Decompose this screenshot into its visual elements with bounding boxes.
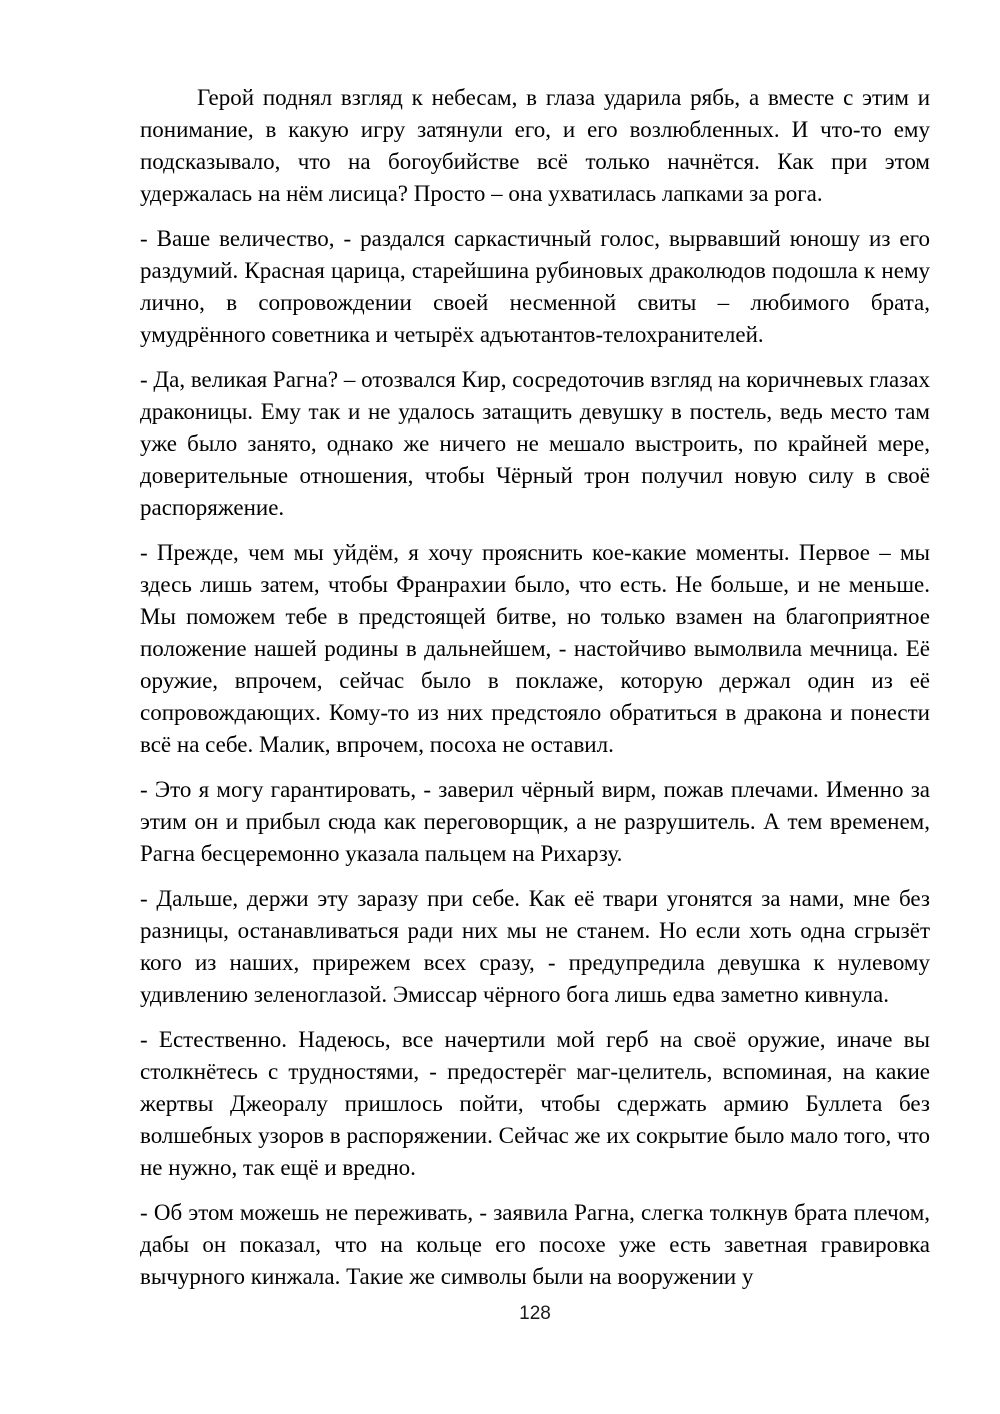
text-content [140,82,930,1306]
paragraph: - Это я могу гарантировать, - заверил чёрный вирм, пожав плечами. Именно за этим он и прибыл сюда как переговорщик, а не разрушитель. А тем временем, Рагна бесцеремонно указала пальцем на Рихарзу. [140,777,930,866]
paragraph: - Прежде, чем мы уйдём, я хочу прояснить кое-какие моменты. Первое – мы здесь лишь затем, чтобы Франрахии было, что есть. Не больше, и не меньше. Мы поможем тебе в предстоящей битве, но только взамен на благоприятное положение нашей родины в дальнейшем, - настойчиво вымолвила мечница. Её оружие, впрочем, сейчас было в поклаже, которую держал один из её сопровождающих. Кому-то из них предстояло обратиться в дракона и понести всё на себе. Малик, впрочем, посоха не оставил. [140,540,930,757]
paragraph: - Естественно. Надеюсь, все начертили мой герб на своё оружие, иначе вы столкнётесь с трудностями, - предостерёг маг-целитель, вспоминая, на какие жертвы Джеоралу пришлось пойти, чтобы сдержать армию Буллета без волшебных узоров в распоряжении. Сейчас же их сокрытие было мало того, что не нужно, так ещё и вредно. [140,1027,930,1180]
page-number: 128 [519,1303,551,1324]
paragraph: - Ваше величество, - раздался саркастичный голос, вырвавший юношу из его раздумий. Красная царица, старейшина рубиновых драколюдов подошла к нему лично, в сопровождении своей несменной свиты – любимого брата, умудрённого советника и четырёх адъютантов-телохранителей. [140,226,930,347]
paragraph: - Дальше, держи эту заразу при себе. Как её твари угонятся за нами, мне без разницы, останавливаться ради них мы не станем. Но если хоть одна сгрызёт кого из наших, прирежем всех сразу, - предупредила девушка к нулевому удивлению зеленоглазой. Эмиссар чёрного бога лишь едва заметно кивнула. [140,886,930,1007]
paragraph: - Да, великая Рагна? – отозвался Кир, сосредоточив взгляд на коричневых глазах драконицы. Ему так и не удалось затащить девушку в постель, ведь место там уже было занято, однако же ничего не мешало выстроить, по крайней мере, доверительные отношения, чтобы Чёрный трон получил новую силу в своё распоряжение. [140,367,930,520]
paragraph: Герой поднял взгляд к небесам, в глаза ударила рябь, а вместе с этим и понимание, в какую игру затянули его, и его возлюбленных. И что-то ему подсказывало, что на богоубийстве всё только начнётся. Как при этом удержалась на нём лисица? Просто – она ухватилась лапками за рога. [140,85,930,206]
paragraph: - Об этом можешь не переживать, - заявила Рагна, слегка толкнув брата плечом, дабы он показал, что на кольце его посохе уже есть заветная гравировка вычурного кинжала. Такие же символы были на вооружении у [140,1200,930,1289]
